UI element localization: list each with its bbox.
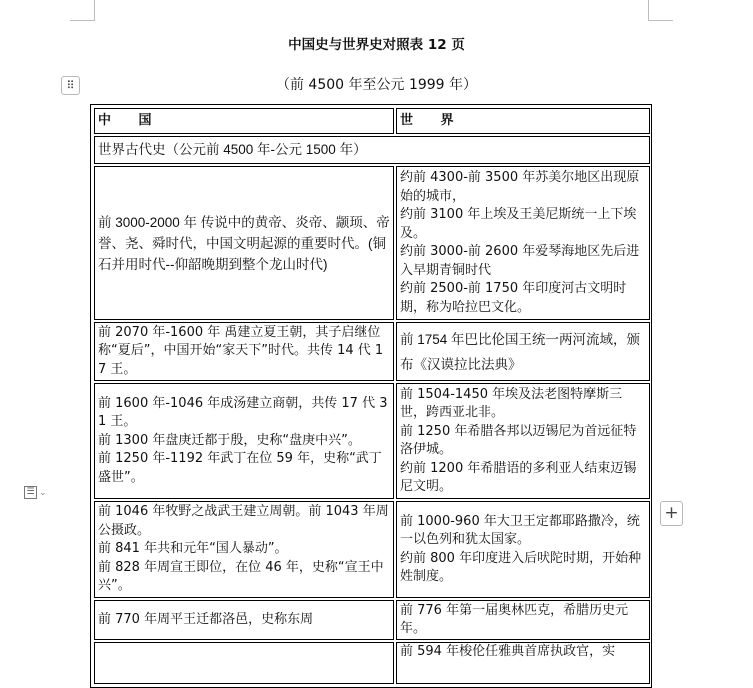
world-entry: 前 1000-960 年大卫王定都耶路撒冷，统一以色列和犹太国家。 bbox=[400, 513, 640, 547]
row-handle[interactable] bbox=[24, 484, 47, 501]
document-title: 中国史与世界史对照表 12 页 bbox=[288, 37, 465, 53]
header-world: 世 界 bbox=[396, 108, 650, 134]
crop-mark-right-horizontal bbox=[648, 20, 673, 21]
cell-china: 前 770 年周平王迁都洛邑，史称东周 bbox=[94, 600, 394, 640]
world-entry: 约前 1200 年希腊语的多利亚人结束迈锡尼文明。 bbox=[400, 460, 637, 494]
cell-world bbox=[396, 501, 650, 598]
china-entry: 前 1046 年牧野之战武王建立周朝。前 1043 年周公摄政。 bbox=[98, 504, 389, 538]
world-entry: 前 1250 年希腊各邦以迈锡尼为首远征特洛伊城。 bbox=[400, 423, 637, 457]
comparison-table bbox=[90, 104, 652, 688]
table-row bbox=[94, 600, 650, 640]
china-entry: 前 828 年周宣王即位，在位 46 年，史称“宣王中兴”。 bbox=[98, 559, 384, 594]
world-entry: 约前 4300-前 3500 年苏美尔地区出现原始的城市， bbox=[400, 170, 640, 204]
world-entry: 约前 3100 年上埃及王美尼斯统一上下埃及。 bbox=[400, 207, 637, 241]
cell-china: 前 3000-2000 年 传说中的黄帝、炎帝、颛顼、帝誉、尧、舜时代，中国文明起源的重要时代。(铜石并用时代--仰韶晚期到整个龙山时代) bbox=[94, 166, 394, 320]
crop-mark-left-horizontal bbox=[70, 20, 95, 21]
header-china: 中 国 bbox=[94, 108, 394, 134]
table-row bbox=[94, 501, 650, 598]
document-subtitle: （前 4500 年至公元 1999 年） bbox=[275, 77, 478, 93]
row-handle-icon: ☰ bbox=[24, 486, 37, 499]
world-entry: 约前 3000-前 2600 年爱琴海地区先后进入早期青铜时代 bbox=[400, 244, 640, 278]
cell-world bbox=[396, 642, 650, 684]
chevron-down-icon: ⌄ bbox=[39, 487, 47, 498]
cell-world bbox=[396, 383, 650, 499]
china-entry: 前 1600 年-1046 年成汤建立商朝，共传 17 代 31 王。 bbox=[98, 395, 388, 430]
move-icon: ⠿ bbox=[66, 79, 75, 92]
cell-world bbox=[396, 166, 650, 320]
table-row bbox=[94, 383, 650, 499]
table-row bbox=[94, 322, 650, 381]
cell-world bbox=[396, 600, 650, 640]
cell-china bbox=[94, 642, 394, 684]
section-title: 世界古代史（公元前 4500 年-公元 1500 年） bbox=[94, 136, 650, 164]
china-entry: 前 841 年共和元年“国人暴动”。 bbox=[98, 541, 288, 557]
crop-mark-right-vertical bbox=[648, 0, 649, 21]
cell-china bbox=[94, 383, 394, 499]
china-entry: 前 1250 年-1192 年武丁在位 59 年，史称“武丁盛世”。 bbox=[98, 451, 382, 485]
world-entry: 前 1504-1450 年埃及法老图特摩斯三世，跨西亚北非。 bbox=[400, 386, 623, 420]
table-row bbox=[94, 642, 650, 684]
cell-china: 前 2070 年-1600 年 禹建立夏王朝，其子启继位称“夏后”，中国开始“家天下”时代。共传 14 代 17 王。 bbox=[94, 322, 394, 381]
section-row bbox=[94, 136, 650, 164]
crop-mark-left-vertical bbox=[94, 0, 95, 21]
china-entry: 前 1300 年盘庚迁都于殷，史称“盘庚中兴”。 bbox=[98, 432, 361, 448]
world-entry: 前 1754 年巴比伦国王统一两河流域，颁布《汉谟拉比法典》 bbox=[400, 331, 641, 372]
world-entry: 前 594 年梭伦任雅典首席执政官，实 bbox=[400, 644, 616, 659]
add-row-button[interactable]: + bbox=[660, 501, 683, 526]
table-move-handle[interactable] bbox=[61, 76, 80, 95]
cell-china bbox=[94, 501, 394, 598]
table-header-row bbox=[94, 108, 650, 134]
cell-world bbox=[396, 322, 650, 381]
world-entry: 约前 800 年印度进入后吠陀时期，开始种姓制度。 bbox=[400, 550, 642, 584]
world-entry: 前 776 年第一届奥林匹克，希腊历史元年。 bbox=[400, 602, 629, 636]
world-entry: 约前 2500-前 1750 年印度河古文明时期，称为哈拉巴文化。 bbox=[400, 281, 627, 315]
table-row bbox=[94, 166, 650, 320]
